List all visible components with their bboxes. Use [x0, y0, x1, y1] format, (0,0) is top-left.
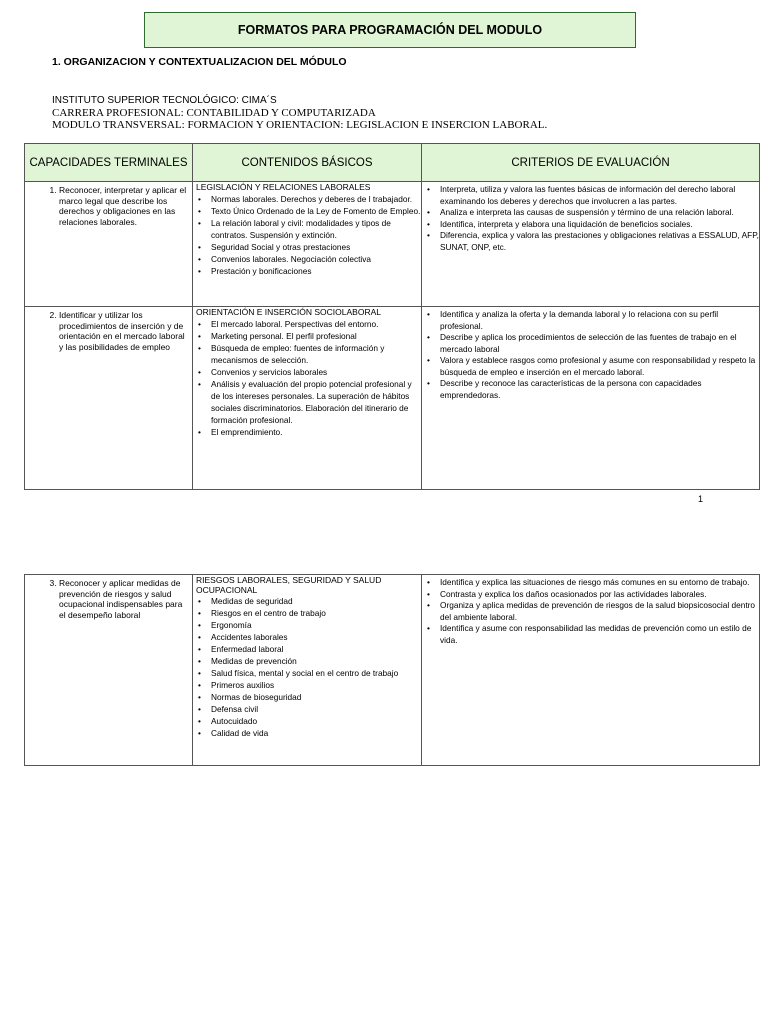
table-header-row: [25, 144, 760, 182]
table-row: [25, 307, 760, 490]
list-item: • Contrasta y explica los daños ocasionados por las actividades laborales.: [440, 589, 759, 601]
list-item: • Búsqueda de empleo: fuentes de información y mecanismos de selección.: [211, 342, 421, 366]
list-item: • Análisis y evaluación del propio potencial profesional y de los intereses personales. La superación de hábitos sociales discriminatorios. Elaboración del itinerario de formación profesional.: [211, 378, 421, 426]
institute-line: INSTITUTO SUPERIOR TECNOLÓGICO: CIMA´S: [52, 95, 277, 106]
list-item: • Enfermedad laboral: [211, 643, 421, 655]
list-item: • Riesgos en el centro de trabajo: [211, 607, 421, 619]
header-contenidos: CONTENIDOS BÁSICOS: [193, 144, 422, 182]
list-item: • Accidentes laborales: [211, 631, 421, 643]
topic-heading: ORIENTACIÓN E INSERCIÓN SOCIOLABORAL: [196, 307, 381, 317]
capacity-text: 1. Reconocer, interpretar y aplicar el marco legal que describe los derechos y obligaciones en las relaciones laborales.: [59, 185, 192, 227]
capacity-text: 3. Reconocer y aplicar medidas de prevención de riesgos y salud ocupacional indispensables para el desempeño laboral: [59, 578, 192, 620]
list-item: • Calidad de vida: [211, 727, 421, 739]
list-item: • Organiza y aplica medidas de prevención de riesgos de la salud biopsicosocial dentro del ambiente laboral.: [440, 600, 759, 623]
list-item: • Convenios y servicios laborales: [211, 366, 421, 378]
header-capacidades: CAPACIDADES TERMINALES: [25, 144, 193, 182]
table-row: [25, 575, 760, 766]
list-item: • Normas de bioseguridad: [211, 691, 421, 703]
list-item: • Texto Único Ordenado de la Ley de Fomento de Empleo.: [211, 205, 421, 217]
list-item: • Describe y aplica los procedimientos de selección de las fuentes de trabajo en el mercado laboral: [440, 332, 759, 355]
list-item: • Defensa civil: [211, 703, 421, 715]
list-item: • La relación laboral y civil: modalidades y tipos de contratos. Suspensión y extinción.: [211, 217, 421, 241]
list-item: • Prestación y bonificaciones: [211, 265, 421, 277]
list-item: • Identifica y asume con responsabilidad las medidas de prevención como un estilo de vida.: [440, 623, 759, 646]
page-title-box: [144, 12, 636, 48]
list-item: • Ergonomía: [211, 619, 421, 631]
list-item: • Convenios laborales. Negociación colectiva: [211, 253, 421, 265]
career-line: CARRERA PROFESIONAL: CONTABILIDAD Y COMPUTARIZADA: [52, 107, 376, 119]
table-row: [25, 182, 760, 307]
page-title: FORMATOS PARA PROGRAMACIÓN DEL MODULO: [237, 23, 543, 37]
criteria-cell: [422, 575, 760, 766]
criteria-cell: [422, 307, 760, 490]
list-item: • Interpreta, utiliza y valora las fuentes básicas de información del derecho laboral examinando los deberes y derechos que involucren a las partes.: [440, 184, 759, 207]
list-item: • Diferencia, explica y valora las prestaciones y obligaciones relativas a ESSALUD, AFP, SUNAT, ONP, etc.: [440, 230, 759, 253]
criteria-cell: [422, 182, 760, 307]
list-item: • Identifica y analiza la oferta y la demanda laboral y lo relaciona con su perfil profesional.: [440, 309, 759, 332]
contents-cell: [193, 182, 422, 307]
capacity-cell: [25, 307, 193, 490]
module-line: MODULO TRANSVERSAL: FORMACION Y ORIENTACION: LEGISLACION E INSERCION LABORAL.: [52, 119, 548, 131]
list-item: • Marketing personal. El perfil profesional: [211, 330, 421, 342]
page-number: 1: [698, 494, 704, 504]
capacity-cell: [25, 575, 193, 766]
list-item: • Medidas de prevención: [211, 655, 421, 667]
capacity-cell: [25, 182, 193, 307]
list-item: • Medidas de seguridad: [211, 595, 421, 607]
list-item: • Normas laborales. Derechos y deberes de l trabajador.: [211, 193, 421, 205]
list-item: • Salud física, mental y social en el centro de trabajo: [211, 667, 421, 679]
list-item: • El emprendimiento.: [211, 426, 421, 438]
list-item: • El mercado laboral. Perspectivas del entorno.: [211, 318, 421, 330]
contents-cell: [193, 575, 422, 766]
list-item: • Analiza e interpreta las causas de suspensión y término de una relación laboral.: [440, 207, 759, 219]
programming-table-page1: [24, 143, 760, 490]
programming-table-page2: [24, 574, 760, 766]
capacity-text: 2. Identificar y utilizar los procedimientos de inserción y de orientación en el mercado laboral y las posibilidades de empleo: [59, 310, 192, 352]
list-item: • Identifica, interpreta y elabora una liquidación de beneficios sociales.: [440, 219, 759, 231]
topic-heading: LEGISLACIÓN Y RELACIONES LABORALES: [196, 182, 371, 192]
list-item: • Valora y establece rasgos como profesional y asume con responsabilidad y respeto la búsqueda de empleo e inserción en el mercado laboral.: [440, 355, 759, 378]
list-item: • Seguridad Social y otras prestaciones: [211, 241, 421, 253]
list-item: • Describe y reconoce las características de la persona con capacidades emprendedoras.: [440, 378, 759, 401]
section-heading: 1. ORGANIZACION Y CONTEXTUALIZACION DEL MÓDULO: [52, 56, 347, 68]
list-item: • Primeros auxilios: [211, 679, 421, 691]
header-criterios: CRITERIOS DE EVALUACIÓN: [422, 144, 760, 182]
list-item: • Autocuidado: [211, 715, 421, 727]
topic-heading: RIESGOS LABORALES, SEGURIDAD Y SALUD OCUPACIONAL: [196, 575, 382, 595]
info-block: [52, 95, 547, 131]
contents-cell: [193, 307, 422, 490]
list-item: • Identifica y explica las situaciones de riesgo más comunes en su entorno de trabajo.: [440, 577, 759, 589]
